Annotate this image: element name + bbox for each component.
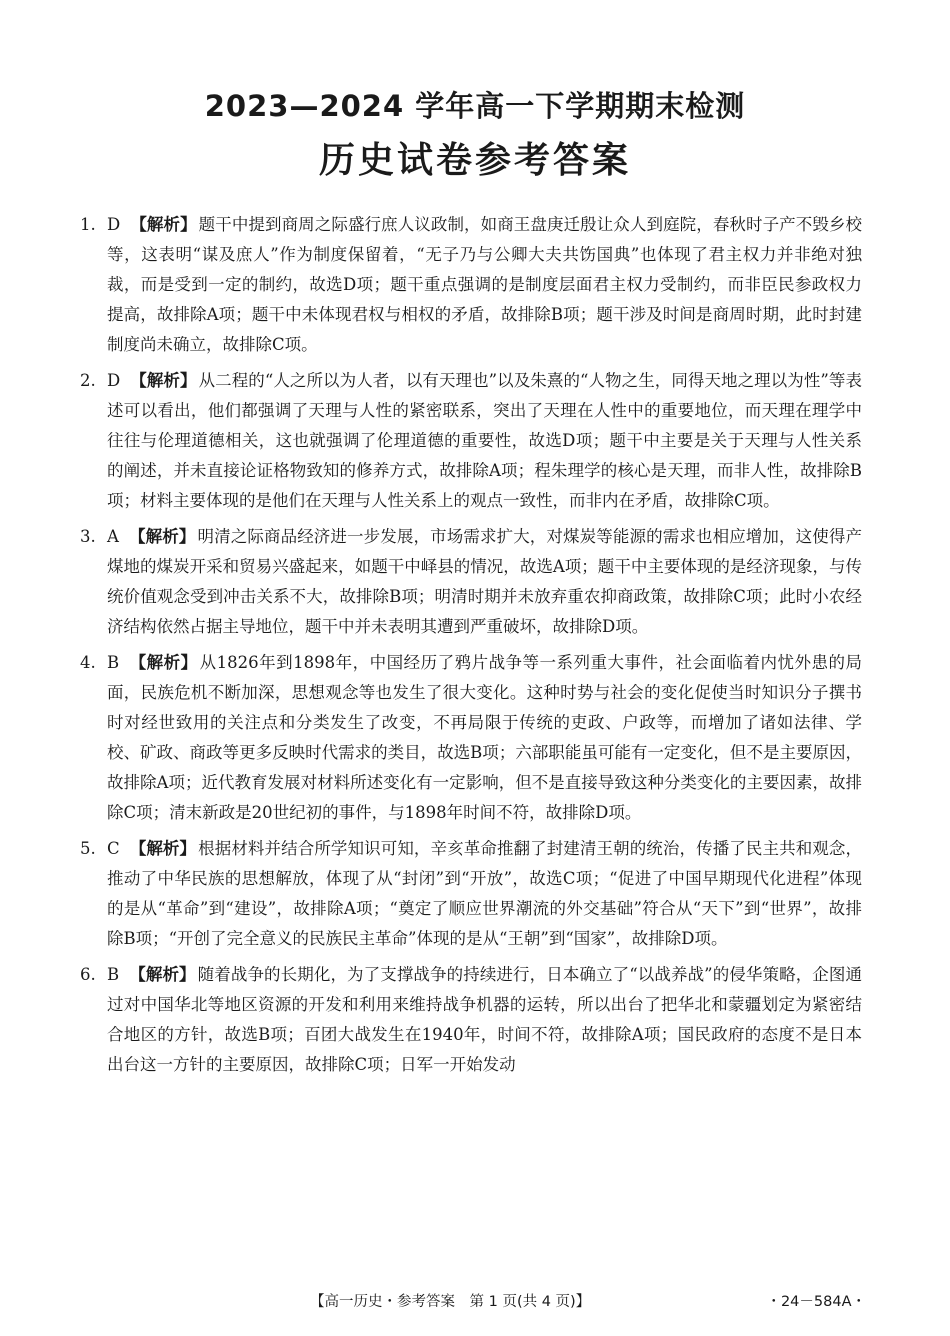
answer-paragraph	[107, 834, 862, 954]
answer-paragraph	[107, 210, 862, 360]
answer-item-4	[80, 648, 862, 828]
page-footer	[0, 1290, 950, 1314]
analysis-tag: 【解析】	[129, 653, 198, 672]
answer-list	[80, 210, 862, 1086]
answer-item-3	[80, 522, 862, 642]
footer-page-info: 【高一历史・参考答案 第 1 页(共 4 页)】	[310, 1294, 591, 1310]
answer-item-5	[80, 834, 862, 954]
analysis-text: 根据材料并结合所学知识可知，辛亥革命推翻了封建清王朝的统治，传播了民主共和观念，推动了中华民族的思想解放，体现了从“封闭”到“开放”，故选C项；“促进了中国早期现代化进程”体现的是从“革命”到“建设”，故排除A项；“奠定了顺应世界潮流的外交基础”符合从“天下”到“世界”，故排除B项；“开创了完全意义的民族民主革命”体现的是从“王朝”到“国家”，故排除D项。	[107, 839, 863, 948]
answer-letter: B	[107, 965, 120, 984]
question-number: 6.	[80, 965, 96, 984]
analysis-tag: 【解析】	[129, 839, 197, 858]
answer-letter: B	[107, 653, 120, 672]
answer-paragraph	[107, 522, 862, 642]
answer-paragraph	[107, 648, 862, 828]
analysis-tag: 【解析】	[130, 215, 197, 234]
question-number: 5.	[80, 839, 96, 858]
answer-letter: C	[107, 839, 120, 858]
analysis-tag: 【解析】	[130, 371, 197, 390]
answer-item-2	[80, 366, 862, 516]
question-number: 2.	[80, 371, 96, 390]
question-number: 3.	[80, 527, 96, 546]
answer-letter: A	[107, 527, 119, 546]
analysis-text: 随着战争的长期化，为了支撑战争的持续进行，日本确立了“以战养战”的侵华策略，企图通过对中国华北等地区资源的开发和利用来维持战争机器的运转，所以出台了把华北和蒙疆划定为紧密结合地区的方针，故选B项；百团大战发生在1940年，时间不符，故排除A项；国民政府的态度不是日本出台这一方针的主要原因，故排除C项；日军一开始发动	[107, 965, 862, 1074]
footer-code: ・24－584A・	[766, 1294, 866, 1310]
document-title: 历史试卷参考答案	[318, 140, 631, 181]
analysis-text: 题干中提到商周之际盛行庶人议政制，如商王盘庚迁殷让众人到庭院，春秋时子产不毁乡校等，这表明“谋及庶人”作为制度保留着，“无子乃与公卿大夫共饬国典”也体现了君主权力并非绝对独裁，而是受到一定的制约，故选D项；题干重点强调的是制度层面君主权力受制约，而非臣民参政权力提高，故排除A项；题干中未体现君权与相权的矛盾，故排除B项；题干涉及时间是商周时期，此时封建制度尚未确立，故排除C项。	[107, 215, 863, 354]
exam-title: 2023—2024 学年高一下学期期末检测	[204, 89, 746, 123]
answer-letter: D	[107, 215, 121, 234]
question-number: 1.	[80, 215, 96, 234]
analysis-tag: 【解析】	[129, 965, 196, 984]
answer-paragraph	[107, 960, 862, 1080]
analysis-text: 从二程的“人之所以为人者，以有天理也”以及朱熹的“人物之生，同得天地之理以为性”等表述可以看出，他们都强调了天理与人性的紧密联系，突出了天理在人性中的重要地位，而天理在理学中往往与伦理道德相关，这也就强调了伦理道德的重要性，故选D项；题干中主要是关于天理与人性关系的阐述，并未直接论证格物致知的修养方式，故排除A项；程朱理学的核心是天理，而非人性，故排除B项；材料主要体现的是他们在天理与人性关系上的观点一致性，而非内在矛盾，故排除C项。	[107, 371, 862, 510]
analysis-tag: 【解析】	[128, 527, 196, 546]
question-number: 4.	[80, 653, 96, 672]
answer-item-6	[80, 960, 862, 1080]
answer-item-1	[80, 210, 862, 360]
analysis-text: 从1826年到1898年，中国经历了鸦片战争等一系列重大事件，社会面临着内忧外患的局面，民族危机不断加深，思想观念等也发生了很大变化。这种时势与社会的变化促使当时知识分子撰书时对经世致用的关注点和分类发生了改变，不再局限于传统的吏政、户政等，而增加了诸如法律、学校、矿政、商政等更多反映时代需求的类目，故选B项；六部职能虽可能有一定变化，但不是主要原因，故排除A项；近代教育发展对材料所述变化有一定影响，但不是直接导致这种分类变化的主要因素，故排除C项；清末新政是20世纪初的事件，与1898年时间不符，故排除D项。	[107, 653, 862, 822]
answer-letter: D	[107, 371, 121, 390]
answer-paragraph	[107, 366, 862, 516]
analysis-text: 明清之际商品经济进一步发展，市场需求扩大，对煤炭等能源的需求也相应增加，这使得产煤地的煤炭开采和贸易兴盛起来，如题干中峄县的情况，故选A项；题干中主要体现的是经济现象，与传统价值观念受到冲击关系不大，故排除B项；明清时期并未放弃重农抑商政策，故排除C项；此时小农经济结构依然占据主导地位，题干中并未表明其遭到严重破坏，故排除D项。	[107, 527, 863, 636]
